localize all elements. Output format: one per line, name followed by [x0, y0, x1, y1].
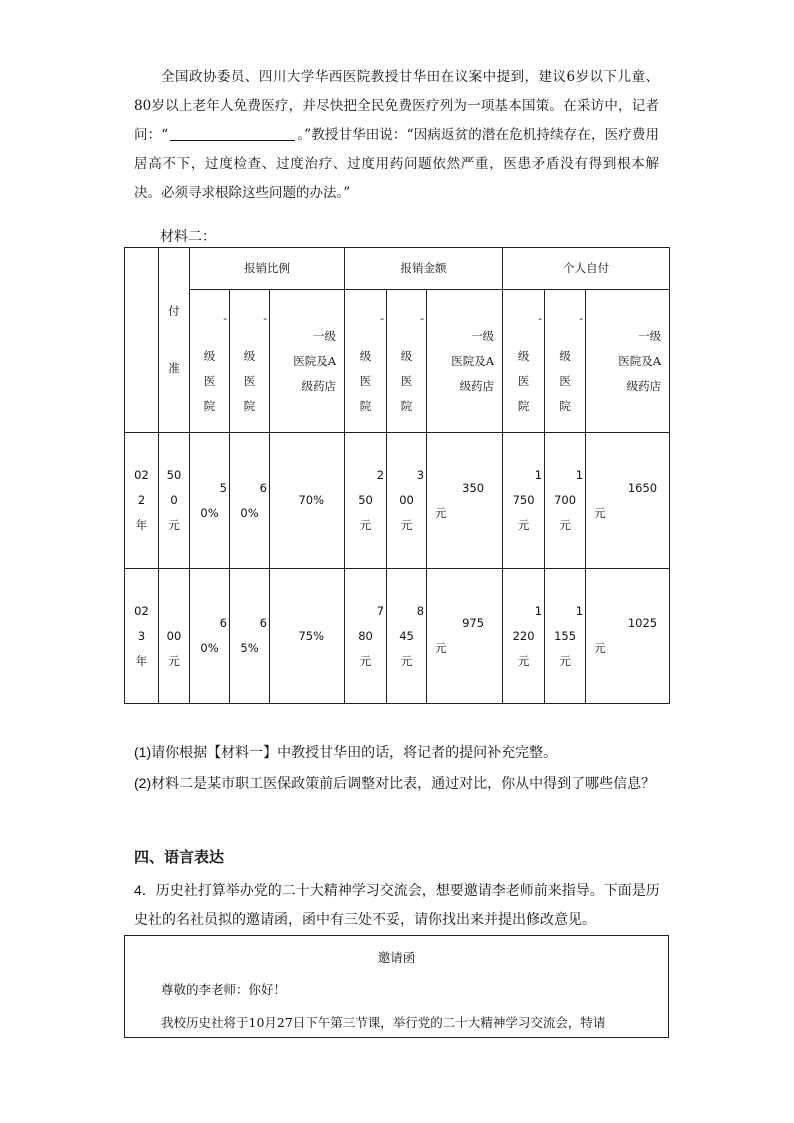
self-pay-cell: 1 700 元	[545, 433, 586, 569]
subheader-top-tier: 一级 医院及A 级药店	[427, 290, 503, 433]
table-header-row	[125, 248, 670, 290]
subheader-tier-2: - 级 医 院	[387, 290, 427, 433]
group-header-amount: 报销金额	[345, 248, 503, 290]
question-1: (1)请你根据【材料一】中教授甘华田的话，将记者的提问补充完整。	[134, 744, 558, 760]
amount-cell: 2 50 元	[345, 433, 387, 569]
table-row	[125, 569, 670, 704]
self-pay-cell: 1 750 元	[503, 433, 545, 569]
letter-body: 我校历史社将于10月27日下午第三节课，举行党的二十大精神学习交流会，特请	[161, 1015, 606, 1030]
ratio-cell: 5 0%	[190, 433, 230, 569]
subheader-top-tier: 一级 医院及A 级药店	[586, 290, 670, 433]
subheader-tier-1: - 级 医 院	[503, 290, 545, 433]
standard-header: 付 准	[159, 248, 190, 433]
amount-cell: 350 元	[427, 433, 503, 569]
invitation-letter-box	[124, 935, 669, 1038]
subheader-tier-2: - 级 医 院	[230, 290, 270, 433]
table-row	[125, 433, 670, 569]
insurance-comparison-table	[124, 247, 670, 704]
amount-cell: 3 00 元	[387, 433, 427, 569]
ratio-cell: 75%	[270, 569, 345, 704]
year-cell: 02 2 年	[125, 433, 159, 569]
ratio-cell: 6 5%	[230, 569, 270, 704]
subheader-top-tier: 一级 医院及A 级药店	[270, 290, 345, 433]
ratio-cell: 70%	[270, 433, 345, 569]
table-subheader-row	[125, 290, 670, 433]
self-pay-cell: 1025 元	[586, 569, 670, 704]
year-cell: 02 3 年	[125, 569, 159, 704]
ratio-cell: 6 0%	[190, 569, 230, 704]
amount-cell: 975 元	[427, 569, 503, 704]
group-header-self-pay: 个人自付	[503, 248, 670, 290]
standard-cell: 50 0 元	[159, 433, 190, 569]
letter-title: 邀请函	[377, 950, 416, 965]
material-one-text-b: 。”教授甘华田说：“因病返贫的潜在危机持续存在，医疗费用居高不下，过度检查、过度治疗、过度用药问题依然严重，医患矛盾没有得到根本解决。必须寻求根除这些问题的办法。”	[134, 127, 659, 201]
question-4: 4．历史社打算举办党的二十大精神学习交流会，想要邀请李老师前来指导。下面是历史社的名社员拟的邀请函，函中有三处不妥，请你找出来并提出修改意见。	[134, 882, 660, 927]
question-2: (2)材料二是某市职工医保政策前后调整对比表，通过对比，你从中得到了哪些信息？	[134, 775, 656, 791]
material-one-paragraph	[134, 63, 659, 208]
material-one-text-a: 全国政协委员、四川大学华西医院教授甘华田在议案中提到，建议6岁以下儿童、80岁以上老年人免费医疗，并尽快把全民免费医疗列为一项基本国策。在采访中，记者问：“	[134, 69, 659, 143]
self-pay-cell: 1 155 元	[545, 569, 586, 704]
letter-greeting: 尊敬的李老师：你好！	[161, 982, 287, 997]
self-pay-cell: 1 220 元	[503, 569, 545, 704]
material-two-label: 材料二：	[160, 229, 216, 245]
subheader-tier-2: - 级 医 院	[545, 290, 586, 433]
subheader-tier-1: - 级 医 院	[345, 290, 387, 433]
group-header-ratio: 报销比例	[190, 248, 345, 290]
amount-cell: 8 45 元	[387, 569, 427, 704]
ratio-cell: 6 0%	[230, 433, 270, 569]
subheader-tier-1: - 级 医 院	[190, 290, 230, 433]
amount-cell: 7 80 元	[345, 569, 387, 704]
answer-blank[interactable]	[170, 127, 295, 141]
self-pay-cell: 1650 元	[586, 433, 670, 569]
section-title: 四、语言表达	[134, 849, 225, 866]
standard-cell: 00 元	[159, 569, 190, 704]
header-corner-cell	[125, 248, 159, 433]
